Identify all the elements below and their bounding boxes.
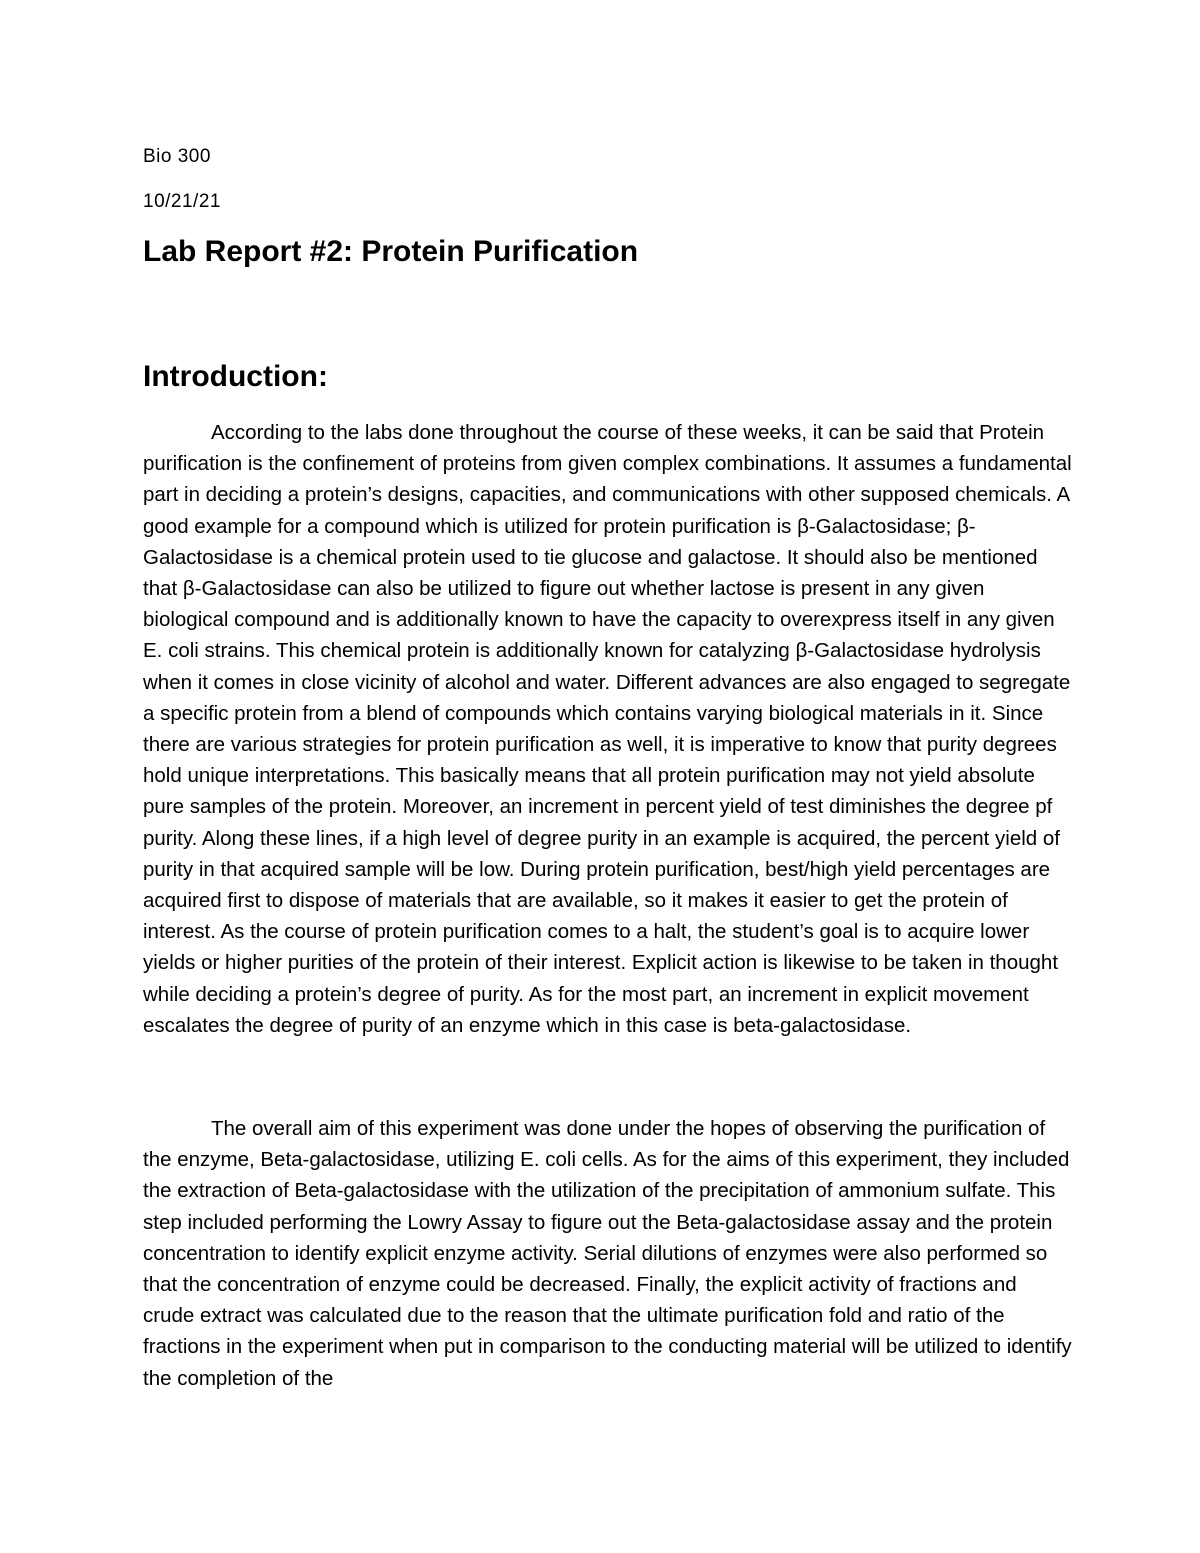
paragraph: According to the labs done throughout the course of these weeks, it can be said that Protein purification is the confinement of proteins from given complex combinations. It assumes a fundamental part in deciding a protein’s designs, capacities, and communications with other supposed chemicals. A good example for a compound which is utilized for protein purification is β-Galactosidase; β-Galactosidase is a chemical protein used to tie glucose and galactose. It should also be mentioned that β-Galactosidase can also be utilized to figure out whether lactose is present in any given biological compound and is additionally known to have the capacity to overexpress itself in any given E. coli strains. This chemical protein is additionally known for catalyzing β-Galactosidase hydrolysis when it comes in close vicinity of alcohol and water. Different advances are also engaged to segregate a specific protein from a blend of compounds which contains varying biological materials in it. Since there are various strategies for protein purification as well, it is imperative to know that purity degrees hold unique interpretations. This basically means that all protein purification may not yield absolute pure samples of the protein. Moreover, an increment in percent yield of test diminishes the degree pf purity. Along these lines, if a high level of degree purity in an example is acquired, the percent yield of purity in that acquired sample will be low. During protein purification, best/high yield percentages are acquired first to dispose of materials that are available, so it makes it easier to get the protein of interest. As the course of protein purification comes to a halt, the student’s goal is to acquire lower yields or higher purities of the protein of their interest. Explicit action is likewise to be taken in thought while deciding a protein’s degree of purity. As for the most part, an increment in explicit movement escalates the degree of purity of an enzyme which in this case is beta-galactosidase. (143, 421, 1072, 1037)
course-label: Bio 300 (143, 146, 211, 167)
report-date: 10/21/21 (143, 191, 221, 212)
section-heading-introduction: Introduction: (143, 360, 328, 393)
paragraph: The overall aim of this experiment was done under the hopes of observing the purification of the enzyme, Beta-galactosidase, utilizing E. coli cells. As for the aims of this experiment, they included the extraction of Beta-galactosidase with the utilization of the precipitation of ammonium sulfate. This step included performing the Lowry Assay to figure out the Beta-galactosidase assay and the protein concentration to identify explicit enzyme activity. Serial dilutions of enzymes were also performed so that the concentration of enzyme could be decreased. Finally, the explicit activity of fractions and crude extract was calculated due to the reason that the ultimate purification fold and ratio of the fractions in the experiment when put in comparison to the conducting material will be utilized to identify the completion of the (143, 1117, 1072, 1390)
report-title: Lab Report #2: Protein Purification (143, 235, 639, 268)
